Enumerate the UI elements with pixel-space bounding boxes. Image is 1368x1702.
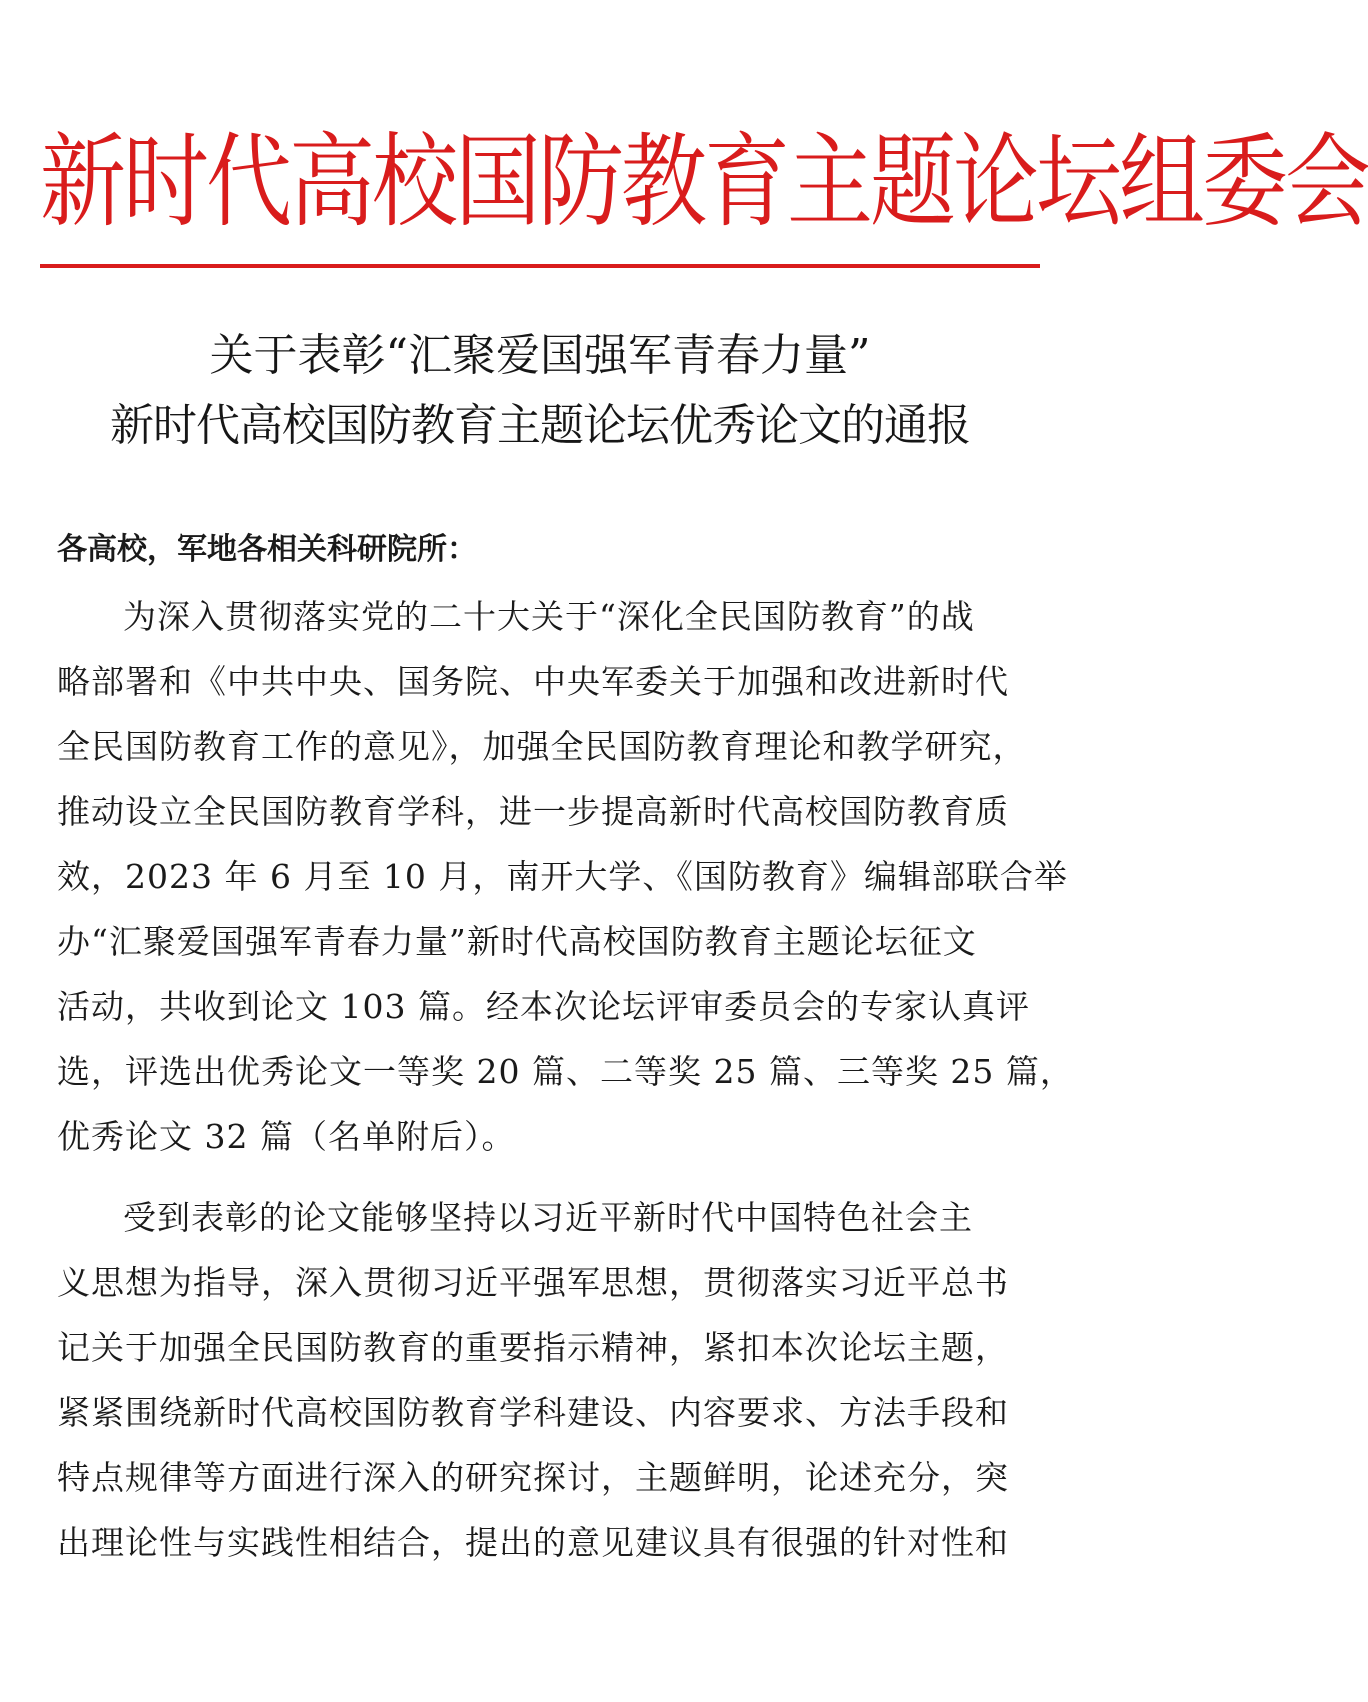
body-paragraph-2	[57, 1185, 1023, 1575]
paragraph-line: 记关于加强全民国防教育的重要指示精神，紧扣本次论坛主题，	[57, 1328, 1009, 1367]
paragraph-line: 受到表彰的论文能够坚持以习近平新时代中国特色社会主	[123, 1198, 973, 1237]
paragraph-line: 特点规律等方面进行深入的研究探讨，主题鲜明，论述充分，突	[57, 1458, 1009, 1497]
notice-title-line-1: 关于表彰“汇聚爱国强军青春力量”	[209, 330, 871, 381]
paragraph-line: 办“汇聚爱国强军青春力量”新时代高校国防教育主题论坛征文	[57, 922, 977, 961]
paragraph-line: 为深入贯彻落实党的二十大关于“深化全民国防教育”的战	[123, 597, 975, 636]
paragraph-line: 略部署和《中共中央、国务院、中央军委关于加强和改进新时代	[57, 662, 1009, 701]
paragraph-line: 推动设立全民国防教育学科，进一步提高新时代高校国防教育质	[57, 792, 1009, 831]
paragraph-line: 效，2023 年 6 月至 10 月，南开大学、《国防教育》编辑部联合举	[57, 857, 1068, 896]
paragraph-line: 紧紧围绕新时代高校国防教育学科建设、内容要求、方法手段和	[57, 1393, 1009, 1432]
body-paragraph-1	[57, 584, 1074, 1169]
paragraph-line: 活动，共收到论文 103 篇。经本次论坛评审委员会的专家认真评	[57, 987, 1030, 1026]
paragraph-line: 全民国防教育工作的意见》，加强全民国防教育理论和教学研究，	[57, 727, 1027, 766]
paragraph-line: 出理论性与实践性相结合，提出的意见建议具有很强的针对性和	[57, 1523, 1009, 1562]
paragraph-line: 优秀论文 32 篇（名单附后）。	[57, 1117, 516, 1156]
paragraph-line: 义思想为指导，深入贯彻习近平强军思想，贯彻落实习近平总书	[57, 1263, 1009, 1302]
masthead-red-rule	[40, 264, 1040, 268]
paragraph-line: 选，评选出优秀论文一等奖 20 篇、二等奖 25 篇、三等奖 25 篇，	[57, 1052, 1074, 1091]
notice-title-line-2: 新时代高校国防教育主题论坛优秀论文的通报	[110, 400, 970, 451]
salutation: 各高校，军地各相关科研院所：	[57, 532, 477, 567]
masthead-org-name: 新时代高校国防教育主题论坛组委会	[40, 123, 1368, 242]
